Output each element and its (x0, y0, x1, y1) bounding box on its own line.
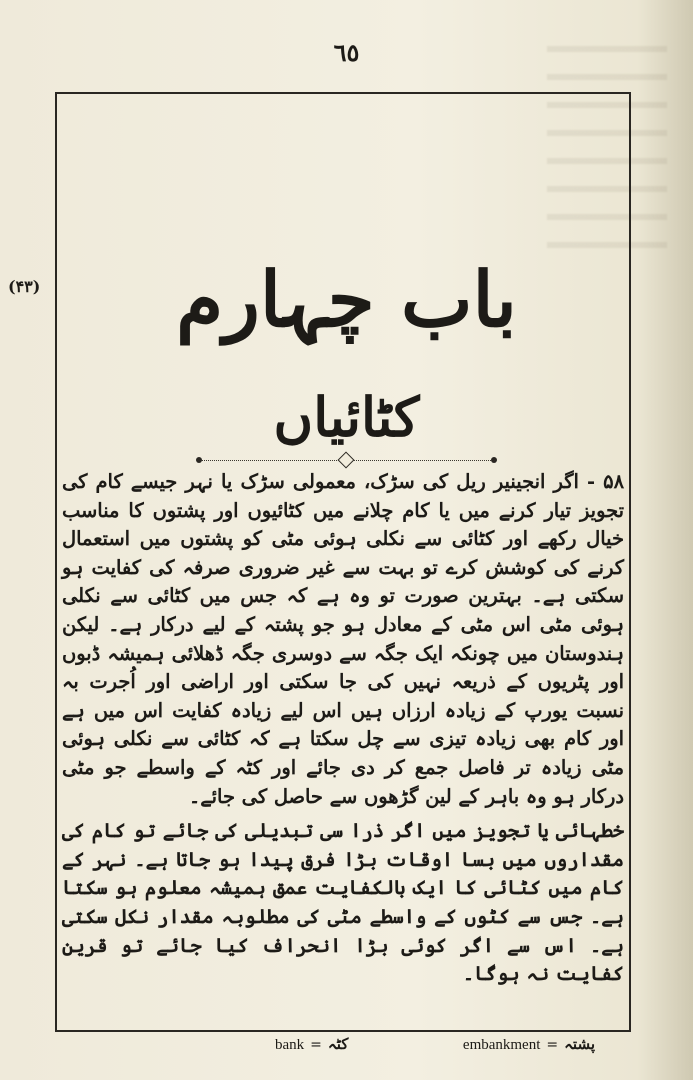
page-number: ٦٥ (333, 38, 360, 67)
footnote-equals: = (546, 1037, 559, 1053)
chapter-subtitle: کٹائیاں (273, 385, 420, 449)
paragraph: ۵۸ - اگر انجینیر ریل کی سڑک، معمولی سڑک یا نہر جیسے کام کی تجویز تیار کرنے میں یا کام چلانے میں کٹائیوں اور پشتوں کا مناسب خیال رکھے اور کٹائی سے نکلی ہوئی مٹی کو پشتوں میں استعمال کرنے کی کوشش کرے تو بہت سے غیر ضروری صرفہ کی کفایت ہو سکتی ہے۔ بہترین صورت تو وہ ہے کہ جس میں کٹائی سے نکلی ہوئی مٹی اس مٹی کے معادل ہو جو پشتہ کے لیے درکار ہے۔ لیکن ہندوستان میں چونکہ ایک جگہ سے دوسری جگہ ڈھلائی ہمیشہ ڈبوں اور پٹریوں کے ذریعہ نہیں کی جا سکتی اور اراضی اور اُجرت بہ نسبت یورپ کے زیادہ ارزاں ہیں اس لیے زیادہ کفایت اس میں ہے اور کام بھی زیادہ تیزی سے چل سکتا ہے کہ کٹائی سے نکلی ہوئی مٹی زیادہ تر فاصل جمع کر دی جائے اور کٹہ کے واسطے جو مٹی درکار ہو وہ باہر کے لین گڑھوں سے حاصل کی جائے۔ (62, 470, 624, 808)
margin-note: (۴۳) (8, 277, 41, 296)
footnote-english: embankment (462, 1037, 541, 1053)
footnote-glossary (275, 1035, 595, 1054)
divider-end-dot (491, 457, 497, 463)
divider-end-dot (196, 457, 202, 463)
paragraph: خطہائی یا تجویز میں اگر ذرا سی تبدیلی کی جائے تو کام کی مقداروں میں بسا اوقات بڑا فرق پیدا ہو جاتا ہے۔ نہر کے کام میں کٹائی کا ایک بالکفایت عمق ہمیشہ معلوم ہو سکتا ہے۔ جس سے کٹوں کے واسطے مٹی کی مطلوبہ مقدار نکل سکتی ہے۔ اس سے اگر کوئی بڑا انحراف کیا جائے تو قرین کفایت نہ ہوگا۔ (62, 819, 624, 986)
body-text (62, 468, 624, 1028)
footnote-equals: = (310, 1037, 322, 1053)
footnote-urdu: پشتہ (564, 1035, 595, 1053)
footnote-entry (463, 1035, 595, 1054)
chapter-title: باب چہارم (176, 255, 517, 344)
footnote-urdu: کٹہ (327, 1035, 349, 1053)
footnote-english: bank (275, 1037, 305, 1053)
footnote-entry (275, 1035, 348, 1054)
